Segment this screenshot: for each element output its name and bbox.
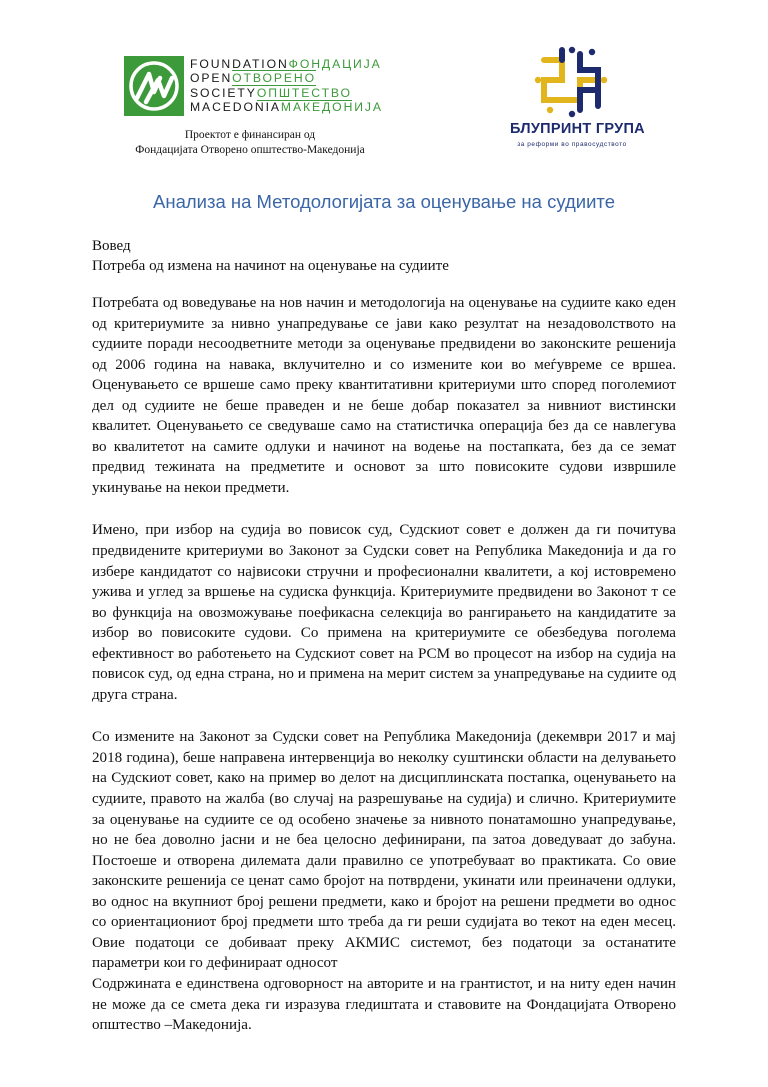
paragraph: Потребата од воведување на нов начин и методологија на оценување на судиите како еден од критериумите за нивно унапредување се јави како резултат на незадоволството на судиите поради несоодветните методи за оценување предвидени во законските решенија од 2006 година на навака, вклучително и со измените кои во меѓувреме се вршеа. Оценувањето се вршеше само преку квантитативни критериуми што според поголемиот дел од судиите не беше праведен и не беше добар показател за нивниот вистински квалитет. Оценувањето се сведуваше само на статистичка операција без да се навлегува во квалитетот на самите одлуки и начинот на водење на постапката, без да се земат предвид тежината на предметите и основот за што повисоките судови извршиле укинување на некои предмети.	[92, 295, 676, 496]
osf-row-en: MACEDONIA	[190, 100, 281, 115]
osf-row-en: OPEN	[190, 71, 233, 86]
paragraph: Со измените на Законот за Судски совет на Република Македонија (декември 2017 и мај 2018 година), беше направена интервенција во неколку суштински области на делувањето на Судскиот совет, како на пример во делот на дисциплинската постапка, оценувањето на судиите, правото на жалба (во случај на разрешување на судија) и слично. Критериумите за оценување на судиите се од особено значење за нивното понатамошно унапредување, но не беа доволно јасни и не беа целосно дефинирани, па затоа доведуваат до забуна. Постоеше и отворена дилемата дали правилно се употребуваат во практиката. Со овие законските решенија се ценат само бројот на потврдени, укинати или преиначени одлуки, во однос на вкупниот број решени предмети, како и бројот на решени предмети во однос со ориентациониот број предмети што треба да ги реши судијата во текот на еден месец. Овие податоци се добиваат преку АКМИС системот, без податоци за останатите параметри кои го дефинираат односот	[92, 729, 676, 972]
document-title: Анализа на Методологијата за оценување на судиите	[153, 191, 615, 212]
funding-note-line1: Проектот е финансиран од	[184, 129, 316, 141]
osf-row	[190, 71, 383, 85]
funding-note	[124, 128, 376, 158]
osf-row-mk: ОТВОРЕНО	[232, 71, 317, 86]
disclaimer: Содржината е единствена одговорност на авторите и на грантистот, и на ниту еден начин не може да се смета дека ги изразува гледиштата и ставовите на Фондацијата Отворено општество –Македонија.	[92, 975, 676, 1034]
osf-row-en: FOUNDATION	[190, 57, 289, 71]
intro	[92, 236, 449, 276]
osf-row-en: SOCIETY	[190, 85, 257, 100]
osf-logo	[124, 56, 383, 120]
osf-row-mk: МАКЕДОНИЈА	[280, 100, 383, 115]
osf-row	[190, 57, 383, 71]
osf-row	[190, 100, 383, 114]
osf-row-mk: ОПШТЕСТВО	[256, 85, 352, 100]
blueprint-name: БЛУПРИНТ ГРУПА	[510, 121, 645, 137]
intro-heading: Вовед	[92, 238, 131, 254]
funding-note-line2: Фондацијата Отворено општество-Македонија	[135, 144, 365, 156]
blueprint-knot-icon	[532, 46, 612, 118]
blueprint-tagline: за реформи во правосудството	[517, 141, 627, 148]
intro-subheading: Потреба од измена на начинот на оценување на судиите	[92, 258, 449, 274]
blueprint-logo	[510, 46, 645, 156]
body-text	[92, 293, 676, 1036]
osf-row	[190, 86, 383, 100]
osf-emblem-icon	[124, 56, 184, 116]
osf-wordmark	[190, 57, 383, 115]
paragraph: Имено, при избор на судија во повисок суд, Судскиот совет е должен да ги почитува предвидените критериуми во Законот за Судски совет на Република Македонија и да го избере кандидатот со највисоки стручни и професионални квалитети, а кој истовремено ужива и углед за вршење на судиска функција. Критериумите предвидени во Законот т се во функција на овозможување поефикасна селекција во рангирањето на кандидатите за избор во повисоките судови. Со примена на критериумите се обезбедува поголема ефективност во работењето на Судскиот совет на РСМ во процесот на избор на судија на повисок суд, од една страна, но и примена на мерит систем за унапредување на судиите од друга страна.	[92, 522, 676, 703]
osf-row-mk: ФОНДАЦИЈА	[288, 57, 382, 71]
